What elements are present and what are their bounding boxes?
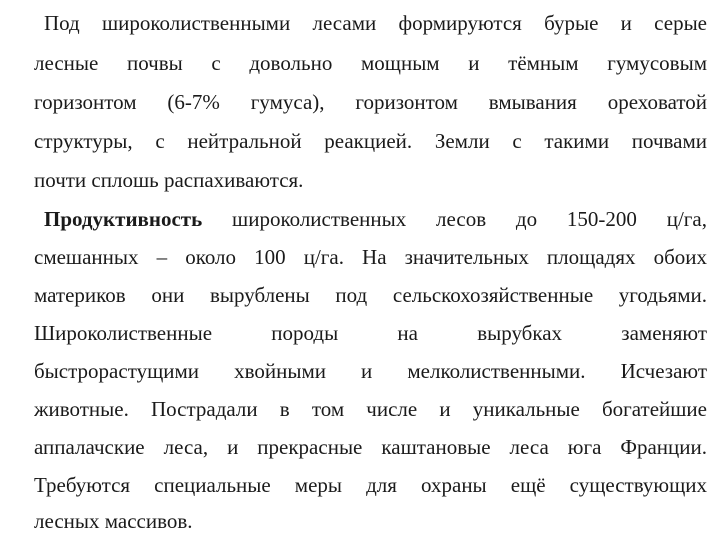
paragraph-2-line-1 [44,206,707,232]
paragraph-1-line-1: Под широколиственными лесами формируются бурые и серые [44,11,707,35]
paragraph-2-line-8: Требуются специальные меры для охраны ещё существующих [34,473,707,497]
paragraph-2-line-7: аппалачские леса, и прекрасные каштановые леса юга Франции. [34,435,707,459]
paragraph-1-line-4: структуры, с нейтральной реакцией. Земли с такими почвами [34,129,707,153]
paragraph-2-line-6: животные. Пострадали в том числе и уникальные богатейшие [34,397,707,421]
paragraph-2-line-3: материков они вырублены под сельскохозяйственные угодьями. [34,283,707,307]
paragraph-1-line-3: горизонтом (6-7% гумуса), горизонтом вмывания ореховатой [34,90,707,114]
paragraph-2-line-5: быстрорастущими хвойными и мелколиственными. Исчезают [34,359,707,383]
paragraph-2-line-2: смешанных – около 100 ц/га. На значительных площадях обоих [34,245,707,269]
paragraph-1-line-2: лесные почвы с довольно мощным и тёмным гумусовым [34,51,707,75]
paragraph-2-line-4: Широколиственные породы на вырубках заменяют [34,321,707,345]
productivity-term: Продуктивность [44,207,203,231]
paragraph-2-line-9: лесных массивов. [34,509,193,533]
paragraph-1-line-5: почти сплошь распахиваются. [34,168,304,192]
paragraph-2-lead-rest: широколиственных лесов до 150-200 ц/га, [202,207,707,231]
